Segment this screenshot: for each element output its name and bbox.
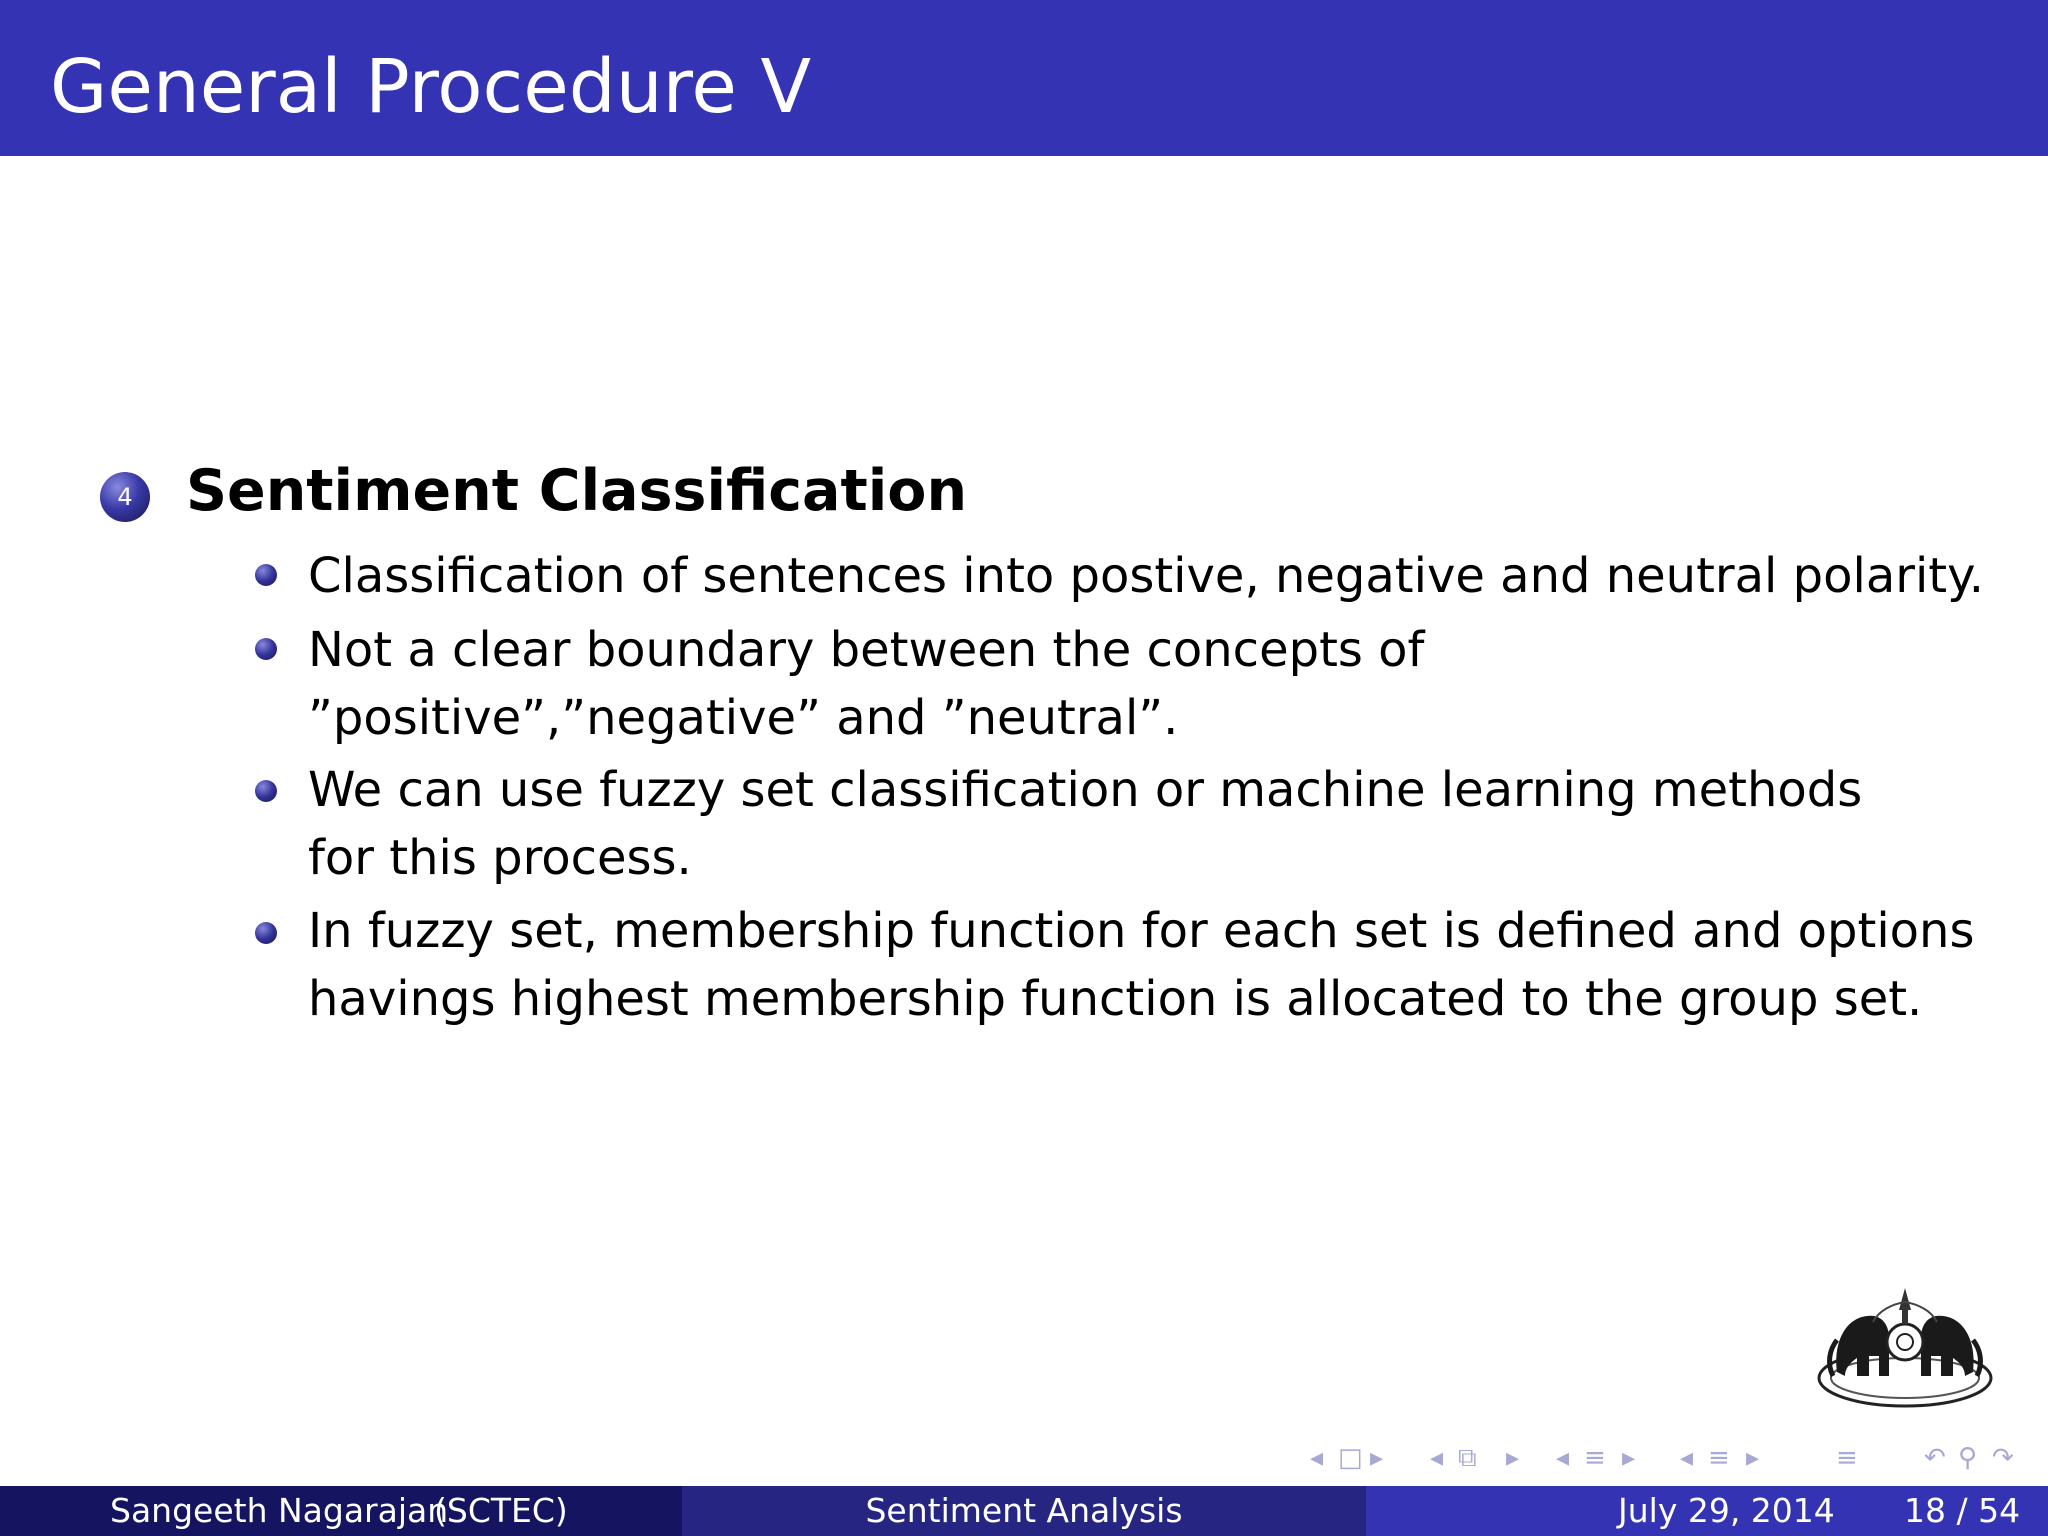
bullet-icon <box>255 780 277 802</box>
footer-date-segment <box>1366 1486 2048 1536</box>
footer-title-segment <box>682 1486 1366 1536</box>
nav-next-subsubsection-icon[interactable]: ▸ <box>1746 1443 1760 1473</box>
nav-prev-frame-icon[interactable]: ◂ <box>1310 1443 1324 1473</box>
nav-back-icon[interactable]: ↶ <box>1924 1443 1946 1473</box>
bullet-icon <box>255 638 277 660</box>
list-item: Not a clear boundary between the concepts of ”positive”,”negative” and ”neutral”. <box>308 622 1425 746</box>
nav-next-subsection-icon[interactable]: ▸ <box>1506 1443 1520 1473</box>
nav-subsubsection-icon[interactable]: ≡ <box>1708 1443 1730 1473</box>
list-item: In fuzzy set, membership function for each set is defined and options havings highest membership function is allocated to the group set. <box>308 903 1975 1027</box>
nav-next-frame-icon[interactable]: ▸ <box>1370 1443 1384 1473</box>
footer-institute: (SCTEC) <box>434 1491 568 1530</box>
list-item: Classification of sentences into postive, negative and neutral polarity. <box>308 548 1984 604</box>
footer-talk-title: Sentiment Analysis <box>865 1491 1183 1530</box>
slide-title: General Procedure V <box>50 44 812 130</box>
enumeration-badge: 4 <box>100 472 150 522</box>
nav-outline-icon[interactable]: ≡ <box>1836 1443 1858 1473</box>
bullet-icon <box>255 564 277 586</box>
footer-author: Sangeeth Nagarajan <box>110 1491 449 1530</box>
title-bar <box>0 0 2048 156</box>
footer-author-segment <box>0 1486 682 1536</box>
nav-subsection-icon[interactable]: ⧉ <box>1458 1443 1477 1473</box>
section-heading: Sentiment Classification <box>186 458 968 524</box>
nav-forward-icon[interactable]: ↷ <box>1992 1443 2014 1473</box>
nav-prev-subsubsection-icon[interactable]: ◂ <box>1680 1443 1694 1473</box>
nav-search-icon[interactable]: ⚲ <box>1958 1443 1978 1473</box>
college-emblem-icon <box>1815 1280 1995 1420</box>
footer-page-number: 18 / 54 <box>1904 1491 2021 1530</box>
nav-prev-section-icon[interactable]: ◂ <box>1556 1443 1570 1473</box>
bullet-icon <box>255 922 277 944</box>
footer-date: July 29, 2014 <box>1618 1491 1835 1530</box>
nav-frame-icon[interactable]: □ <box>1338 1443 1363 1473</box>
list-item: We can use fuzzy set classification or machine learning methods for this process. <box>308 762 1863 886</box>
beamer-navigation <box>1310 1440 2040 1476</box>
nav-next-section-icon[interactable]: ▸ <box>1622 1443 1636 1473</box>
nav-prev-subsection-icon[interactable]: ◂ <box>1430 1443 1444 1473</box>
footer <box>0 1486 2048 1536</box>
nav-section-icon[interactable]: ≡ <box>1584 1443 1606 1473</box>
